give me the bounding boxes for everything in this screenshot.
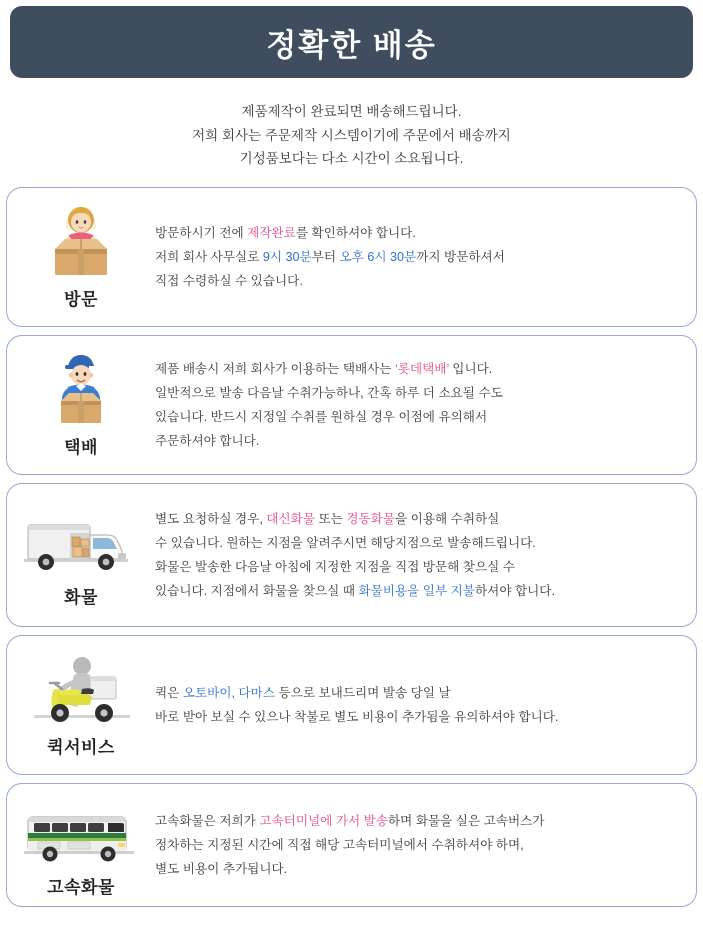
delivery-info-page <box>0 6 703 938</box>
person-with-box-icon <box>35 203 127 281</box>
card-cargo <box>6 483 697 627</box>
card-cargo-label: 화물 <box>64 588 98 608</box>
card-quick-icon-col <box>7 651 155 758</box>
scooter-courier-icon <box>26 651 136 729</box>
card-visit-line-1: 방문하시기 전에 제작완료를 확인하셔야 합니다. <box>155 225 416 240</box>
card-visit-text <box>155 221 696 294</box>
header-banner <box>10 6 693 78</box>
card-cargo-line-4: 있습니다. 지점에서 화물을 찾으실 때 화물비용을 일부 지불하셔야 합니다. <box>155 584 555 599</box>
card-visit <box>6 187 697 327</box>
card-parcel-icon-col <box>7 351 155 458</box>
card-visit-line-3: 직접 수령하실 수 있습니다. <box>155 273 303 288</box>
card-express-line-1: 고속화물은 저희가 고속터미널에 가서 발송하며 화물을 실은 고속버스가 <box>155 813 545 828</box>
card-express-label: 고속화물 <box>47 878 115 898</box>
card-quick <box>6 635 697 775</box>
card-quick-text <box>155 681 696 729</box>
card-cargo-icon-col <box>7 501 155 608</box>
card-express-line-2: 정차하는 지정된 시간에 직접 해당 고속터미널에서 수취하셔야 하며, <box>155 837 524 852</box>
card-cargo-text <box>155 507 696 604</box>
intro-line-3: 기성품보다는 다소 시간이 소요됩니다. <box>239 151 464 167</box>
card-visit-icon-col <box>7 203 155 310</box>
card-parcel-line-4: 주문하셔야 합니다. <box>155 434 260 449</box>
card-parcel-label: 택배 <box>64 438 98 458</box>
delivery-man-icon <box>35 351 127 429</box>
card-parcel-line-3: 있습니다. 반드시 지정일 수취를 원하실 경우 이점에 유의해서 <box>155 409 488 424</box>
intro-line-1: 제품제작이 완료되면 배송해드립니다. <box>241 104 462 119</box>
card-quick-line-1: 퀵은 오토바이, 다마스 등으로 보내드리며 발송 당일 날 <box>155 685 451 700</box>
page-title: 정확한 배송 <box>266 27 437 63</box>
card-express-line-3: 별도 비용이 추가됩니다. <box>155 861 288 876</box>
card-parcel <box>6 335 697 475</box>
cargo-truck-icon <box>22 501 140 579</box>
card-express <box>6 783 697 907</box>
intro-paragraph <box>0 100 703 171</box>
card-parcel-line-2: 일반적으로 발송 다음날 수취가능하나, 간혹 하루 더 소요될 수도 <box>155 385 503 400</box>
card-visit-label: 방문 <box>64 290 98 310</box>
card-express-icon-col <box>7 791 155 898</box>
card-parcel-line-1: 제품 배송시 저희 회사가 이용하는 택배사는 ‘롯데택배’ 입니다. <box>155 361 493 376</box>
express-bus-icon <box>22 791 140 869</box>
card-quick-label: 퀵서비스 <box>47 738 115 758</box>
card-cargo-line-3: 화물은 발송한 다음날 아침에 지정한 지점을 직접 방문해 찾으실 수 <box>155 559 515 574</box>
card-cargo-line-2: 수 있습니다. 원하는 지점을 알려주시면 해당지점으로 발송해드립니다. <box>155 535 536 550</box>
card-quick-line-2: 바로 받아 보실 수 있으나 착불로 별도 비용이 추가됨을 유의하셔야 합니다. <box>155 709 559 724</box>
card-cargo-line-1: 별도 요청하실 경우, 대신화물 또는 경동화물을 이용해 수취하실 <box>155 511 500 526</box>
card-visit-line-2: 저희 회사 사무실로 9시 30분부터 오후 6시 30분까지 방문하셔서 <box>155 249 505 264</box>
card-parcel-text <box>155 357 696 454</box>
card-express-text <box>155 809 696 882</box>
intro-line-2: 저희 회사는 주문제작 시스템이기에 주문에서 배송까지 <box>192 127 511 143</box>
